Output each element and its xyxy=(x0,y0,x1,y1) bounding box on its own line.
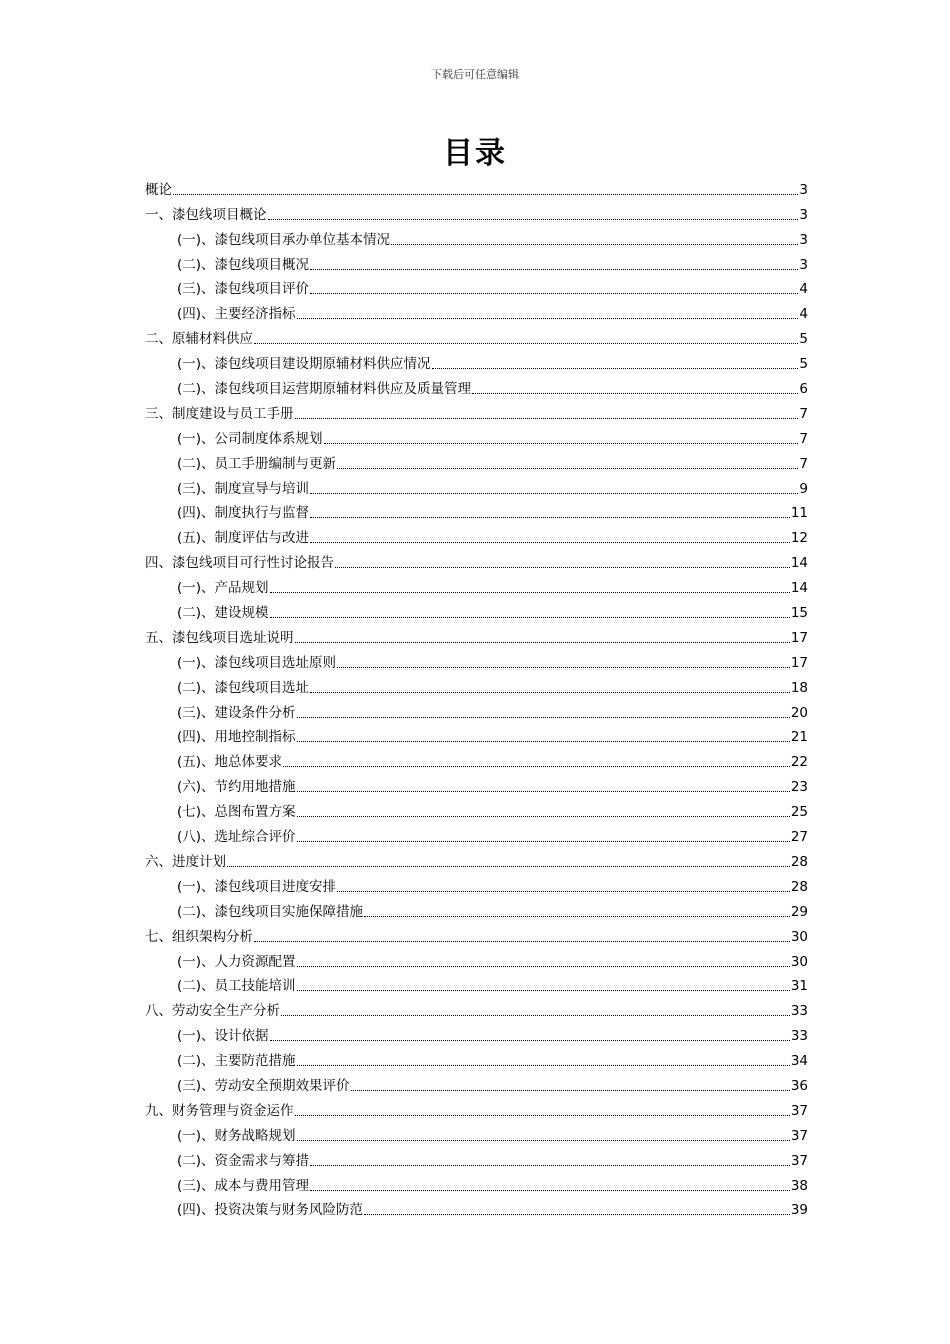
toc-entry[interactable] xyxy=(145,573,808,598)
toc-entry[interactable] xyxy=(145,374,808,399)
toc-entry-page: 23 xyxy=(790,779,808,796)
toc-dot-leader xyxy=(310,268,798,270)
toc-dot-leader xyxy=(297,840,790,842)
toc-entry-label: (二)、员工手册编制与更新 xyxy=(177,455,337,472)
toc-entry-page: 30 xyxy=(790,953,808,970)
toc-entry-page: 15 xyxy=(790,605,808,622)
toc-dot-leader xyxy=(337,890,790,892)
toc-dot-leader xyxy=(337,666,790,668)
toc-entry[interactable] xyxy=(145,847,808,872)
toc-dot-leader xyxy=(335,566,790,568)
toc-entry-page: 39 xyxy=(790,1202,808,1219)
toc-entry-label: (二)、漆包线项目实施保障措施 xyxy=(177,903,364,920)
toc-dot-leader xyxy=(295,417,799,419)
toc-entry-page: 17 xyxy=(790,629,808,646)
toc-entry-label: (五)、地总体要求 xyxy=(177,754,283,771)
toc-dot-leader xyxy=(297,815,790,817)
toc-entry-label: 四、漆包线项目可行性讨论报告 xyxy=(145,555,334,572)
toc-dot-leader xyxy=(364,915,790,917)
toc-dot-leader xyxy=(432,367,799,369)
toc-entry[interactable] xyxy=(145,474,808,499)
toc-entry-page: 17 xyxy=(790,654,808,671)
toc-dot-leader xyxy=(295,1114,790,1116)
toc-entry[interactable] xyxy=(145,299,808,324)
toc-entry-page: 28 xyxy=(790,878,808,895)
toc-entry-label: (一)、漆包线项目建设期原辅材料供应情况 xyxy=(177,356,431,373)
toc-entry-page: 37 xyxy=(790,1127,808,1144)
toc-dot-leader xyxy=(297,989,790,991)
toc-dot-leader xyxy=(364,1213,790,1215)
toc-entry-label: (二)、漆包线项目运营期原辅材料供应及质量管理 xyxy=(177,381,472,398)
toc-dot-leader xyxy=(254,940,790,942)
toc-entry-label: (三)、建设条件分析 xyxy=(177,704,296,721)
toc-dot-leader xyxy=(391,243,798,245)
table-of-contents xyxy=(145,175,808,1220)
toc-entry[interactable] xyxy=(145,1196,808,1221)
toc-entry[interactable] xyxy=(145,897,808,922)
toc-entry[interactable] xyxy=(145,648,808,673)
toc-entry[interactable] xyxy=(145,1146,808,1171)
toc-dot-leader xyxy=(310,541,790,543)
toc-entry-label: 七、组织架构分析 xyxy=(145,928,253,945)
toc-entry[interactable] xyxy=(145,449,808,474)
toc-entry-page: 12 xyxy=(790,530,808,547)
toc-entry[interactable] xyxy=(145,747,808,772)
toc-entry-label: 一、漆包线项目概论 xyxy=(145,206,267,223)
toc-entry-page: 21 xyxy=(790,729,808,746)
toc-entry-label: (一)、公司制度体系规划 xyxy=(177,430,323,447)
toc-entry-label: (七)、总图布置方案 xyxy=(177,804,296,821)
toc-entry-label: 二、原辅材料供应 xyxy=(145,331,253,348)
toc-entry-label: (三)、劳动安全预期效果评价 xyxy=(177,1077,350,1094)
toc-entry-label: (二)、资金需求与筹措 xyxy=(177,1152,310,1169)
toc-entry[interactable] xyxy=(145,548,808,573)
toc-entry-page: 3 xyxy=(799,256,808,273)
toc-entry-label: (一)、财务战略规划 xyxy=(177,1127,296,1144)
toc-entry[interactable] xyxy=(145,523,808,548)
toc-entry[interactable] xyxy=(145,250,808,275)
toc-entry-label: 九、财务管理与资金运作 xyxy=(145,1102,294,1119)
toc-entry[interactable] xyxy=(145,1046,808,1071)
toc-entry-label: (三)、制度宣导与培训 xyxy=(177,480,310,497)
toc-dot-leader xyxy=(310,1189,790,1191)
toc-dot-leader xyxy=(297,965,790,967)
toc-dot-leader xyxy=(297,790,790,792)
toc-dot-leader xyxy=(310,516,790,518)
toc-dot-leader xyxy=(281,1014,790,1016)
toc-entry-page: 3 xyxy=(799,206,808,223)
toc-entry[interactable] xyxy=(145,1096,808,1121)
toc-entry[interactable] xyxy=(145,349,808,374)
toc-entry[interactable] xyxy=(145,399,808,424)
toc-entry-page: 22 xyxy=(790,754,808,771)
toc-entry[interactable] xyxy=(145,424,808,449)
toc-entry-label: (一)、漆包线项目选址原则 xyxy=(177,654,337,671)
toc-entry-page: 29 xyxy=(790,903,808,920)
toc-entry[interactable] xyxy=(145,598,808,623)
toc-entry-page: 34 xyxy=(790,1053,808,1070)
toc-entry-label: (四)、用地控制指标 xyxy=(177,729,296,746)
toc-entry-page: 14 xyxy=(790,555,808,572)
toc-entry-page: 7 xyxy=(799,455,808,472)
toc-entry-label: (一)、漆包线项目进度安排 xyxy=(177,878,337,895)
toc-dot-leader xyxy=(472,392,798,394)
toc-entry[interactable] xyxy=(145,772,808,797)
toc-dot-leader xyxy=(173,193,798,195)
toc-entry-label: 八、劳动安全生产分析 xyxy=(145,1003,280,1020)
toc-entry-page: 36 xyxy=(790,1077,808,1094)
toc-entry-label: (二)、建设规模 xyxy=(177,605,269,622)
toc-entry[interactable] xyxy=(145,225,808,250)
toc-title: 目录 xyxy=(443,136,507,171)
toc-entry-page: 3 xyxy=(799,231,808,248)
toc-dot-leader xyxy=(310,1164,790,1166)
toc-entry-label: (二)、漆包线项目选址 xyxy=(177,679,310,696)
toc-entry-label: 六、进度计划 xyxy=(145,853,226,870)
toc-dot-leader xyxy=(310,292,798,294)
toc-entry-label: (一)、漆包线项目承办单位基本情况 xyxy=(177,231,391,248)
toc-entry-page: 27 xyxy=(790,829,808,846)
toc-dot-leader xyxy=(310,492,798,494)
toc-entry-label: (四)、制度执行与监督 xyxy=(177,505,310,522)
toc-entry-label: (三)、成本与费用管理 xyxy=(177,1177,310,1194)
toc-entry[interactable] xyxy=(145,200,808,225)
toc-dot-leader xyxy=(310,691,790,693)
toc-dot-leader xyxy=(297,317,799,319)
toc-entry-label: (五)、制度评估与改进 xyxy=(177,530,310,547)
toc-dot-leader xyxy=(254,342,798,344)
toc-entry[interactable] xyxy=(145,1121,808,1146)
toc-entry-page: 38 xyxy=(790,1177,808,1194)
toc-entry-label: (二)、员工技能培训 xyxy=(177,978,296,995)
toc-entry-page: 4 xyxy=(799,306,808,323)
toc-entry-page: 25 xyxy=(790,804,808,821)
toc-entry-page: 33 xyxy=(790,1028,808,1045)
toc-entry[interactable] xyxy=(145,499,808,524)
toc-entry-page: 6 xyxy=(799,381,808,398)
page-header: 下载后可任意编辑 xyxy=(431,68,519,81)
toc-entry[interactable] xyxy=(145,972,808,997)
toc-dot-leader xyxy=(270,1039,790,1041)
toc-entry-page: 18 xyxy=(790,679,808,696)
toc-entry-page: 30 xyxy=(790,928,808,945)
toc-entry-label: 五、漆包线项目选址说明 xyxy=(145,629,294,646)
toc-entry-page: 33 xyxy=(790,1003,808,1020)
toc-entry[interactable] xyxy=(145,1021,808,1046)
toc-entry[interactable] xyxy=(145,1171,808,1196)
toc-dot-leader xyxy=(270,591,790,593)
toc-entry-page: 37 xyxy=(790,1102,808,1119)
toc-entry[interactable] xyxy=(145,673,808,698)
toc-entry-page: 7 xyxy=(799,405,808,422)
toc-entry[interactable] xyxy=(145,922,808,947)
toc-entry-label: (一)、人力资源配置 xyxy=(177,953,296,970)
toc-entry[interactable] xyxy=(145,822,808,847)
toc-entry-page: 5 xyxy=(799,331,808,348)
toc-entry-label: (四)、投资决策与财务风险防范 xyxy=(177,1202,364,1219)
toc-entry[interactable] xyxy=(145,872,808,897)
toc-entry-label: (八)、选址综合评价 xyxy=(177,829,296,846)
toc-dot-leader xyxy=(297,1139,790,1141)
toc-dot-leader xyxy=(351,1089,790,1091)
toc-dot-leader xyxy=(283,765,790,767)
toc-entry[interactable] xyxy=(145,623,808,648)
toc-entry-page: 14 xyxy=(790,580,808,597)
toc-dot-leader xyxy=(337,467,798,469)
toc-dot-leader xyxy=(297,1064,790,1066)
toc-entry-label: 概论 xyxy=(145,181,172,198)
toc-entry[interactable] xyxy=(145,698,808,723)
toc-entry-page: 37 xyxy=(790,1152,808,1169)
toc-entry[interactable] xyxy=(145,1071,808,1096)
toc-entry-label: (一)、设计依据 xyxy=(177,1028,269,1045)
toc-entry-page: 5 xyxy=(799,356,808,373)
toc-dot-leader xyxy=(227,865,790,867)
toc-entry[interactable] xyxy=(145,996,808,1021)
toc-entry[interactable] xyxy=(145,947,808,972)
toc-entry-label: (三)、漆包线项目评价 xyxy=(177,281,310,298)
toc-dot-leader xyxy=(297,740,790,742)
toc-entry-page: 7 xyxy=(799,430,808,447)
toc-entry-page: 31 xyxy=(790,978,808,995)
toc-entry-page: 28 xyxy=(790,853,808,870)
toc-entry[interactable] xyxy=(145,723,808,748)
toc-dot-leader xyxy=(295,641,790,643)
toc-entry-page: 11 xyxy=(790,505,808,522)
toc-entry[interactable] xyxy=(145,797,808,822)
toc-entry-label: (二)、主要防范措施 xyxy=(177,1053,296,1070)
toc-entry-label: (四)、主要经济指标 xyxy=(177,306,296,323)
toc-entry[interactable] xyxy=(145,275,808,300)
toc-entry-page: 9 xyxy=(799,480,808,497)
toc-entry[interactable] xyxy=(145,175,808,200)
toc-dot-leader xyxy=(270,616,790,618)
toc-dot-leader xyxy=(324,442,799,444)
toc-dot-leader xyxy=(297,716,790,718)
toc-entry-label: (六)、节约用地措施 xyxy=(177,779,296,796)
toc-entry-page: 4 xyxy=(799,281,808,298)
toc-entry-page: 20 xyxy=(790,704,808,721)
toc-dot-leader xyxy=(268,218,799,220)
toc-entry-page: 3 xyxy=(799,181,808,198)
toc-entry[interactable] xyxy=(145,324,808,349)
toc-entry-label: 三、制度建设与员工手册 xyxy=(145,405,294,422)
toc-entry-label: (二)、漆包线项目概况 xyxy=(177,256,310,273)
toc-entry-label: (一)、产品规划 xyxy=(177,580,269,597)
